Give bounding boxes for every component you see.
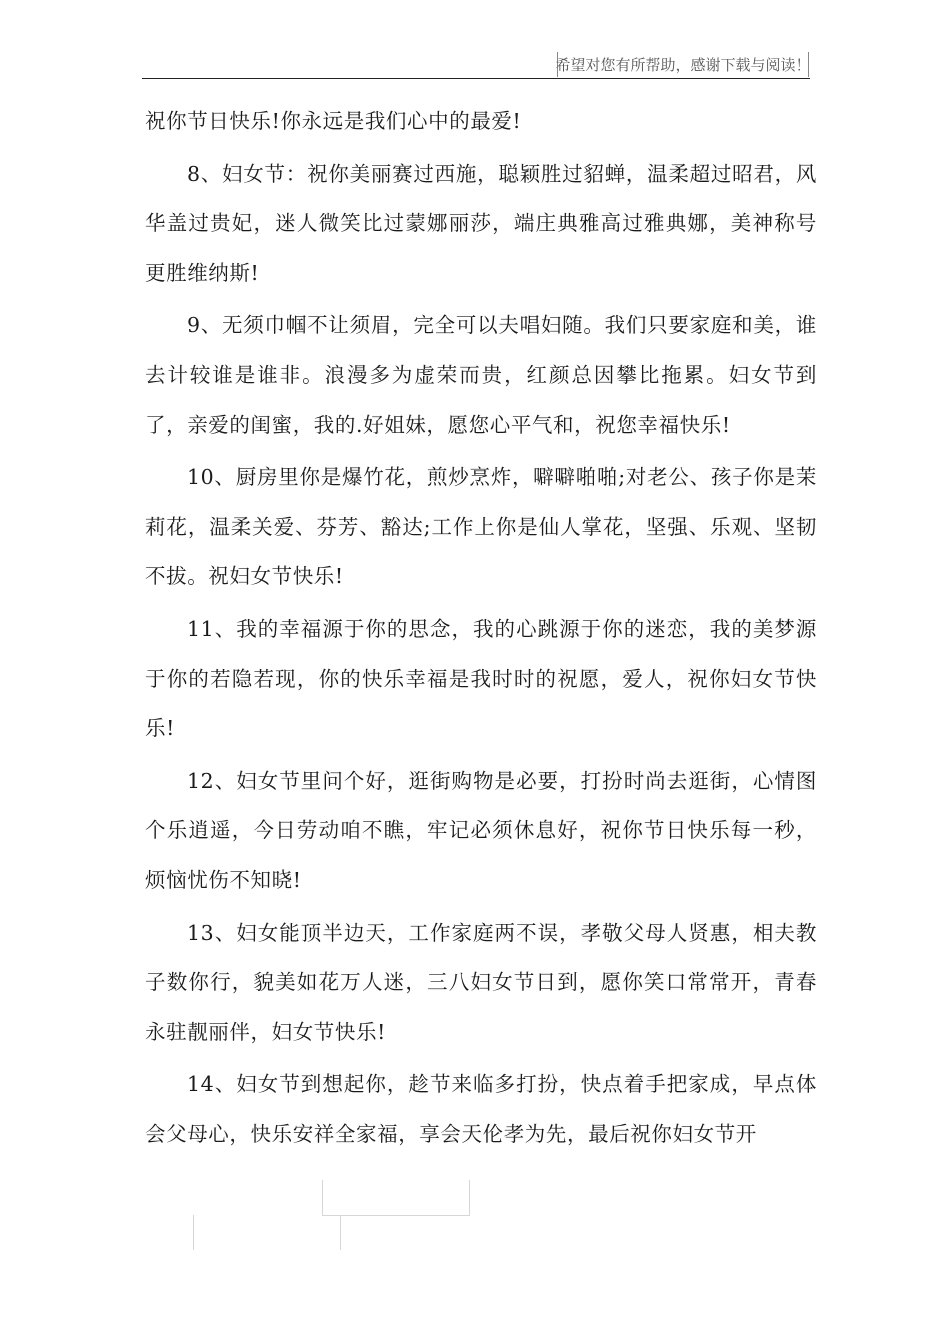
table-fragment-upper [322, 1180, 470, 1216]
paragraph-1: 8、妇女节：祝你美丽赛过西施，聪颖胜过貂蝉，温柔超过昭君，风华盖过贵妃，迷人微笑比过蒙娜丽莎，端庄典雅高过雅典娜，美神称号更胜维纳斯! [145, 161, 817, 285]
paragraph-2: 9、无须巾帼不让须眉，完全可以夫唱妇随。我们只要家庭和美，谁去计较谁是谁非。浪漫多为虚荣而贵，红颜总因攀比拖累。妇女节到了，亲爱的闺蜜，我的.好姐妹，愿您心平气和，祝您幸福快乐! [145, 313, 817, 437]
header-banner: 希望对您有所帮助，感谢下载与阅读！ [557, 52, 809, 77]
paragraph-5: 12、妇女节里问个好，逛街购物是必要，打扮时尚去逛街，心情图个乐逍遥，今日劳动咱不瞧，牢记必须休息好，祝你节日快乐每一秒，烦恼忧伤不知晓! [145, 768, 817, 892]
paragraph-4: 11、我的幸福源于你的思念，我的心跳源于你的迷恋，我的美梦源于你的若隐若现，你的快乐幸福是我时时的祝愿，爱人，祝你妇女节快乐! [145, 616, 817, 741]
table-fragment-lower [193, 1215, 341, 1250]
document-body [145, 97, 817, 1162]
header-divider [142, 78, 810, 79]
paragraph-0: 祝你节日快乐!你永远是我们心中的最爱! [145, 109, 522, 133]
paragraph-6: 13、妇女能顶半边天，工作家庭两不误，孝敬父母人贤惠，相夫教子数你行，貌美如花万人迷，三八妇女节日到，愿你笑口常常开，青春永驻靓丽伴，妇女节快乐! [145, 920, 817, 1044]
paragraph-7: 14、妇女节到想起你，趁节来临多打扮，快点着手把家成，早点体会父母心，快乐安祥全家福，享会天伦孝为先，最后祝你妇女节开 [145, 1072, 817, 1146]
paragraph-3: 10、厨房里你是爆竹花，煎炒烹炸，噼噼啪啪;对老公、孩子你是茉莉花，温柔关爱、芬芳、豁达;工作上你是仙人掌花，坚强、乐观、坚韧不拔。祝妇女节快乐! [145, 465, 817, 589]
